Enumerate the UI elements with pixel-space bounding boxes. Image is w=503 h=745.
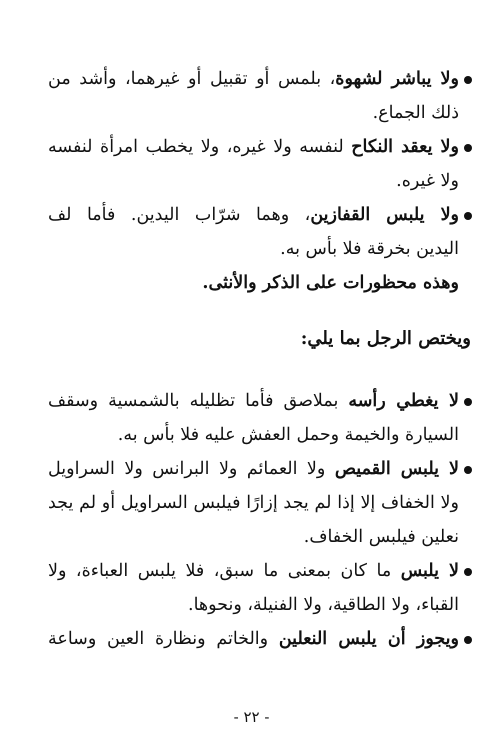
text-run: ما كان بمعنى ما سبق، فلا يلبس العباءة، ولا [48, 561, 401, 581]
list-item [48, 452, 459, 554]
list-item [48, 198, 459, 266]
list-item [48, 554, 459, 622]
list-item [48, 384, 459, 452]
bullet-icon [464, 144, 472, 152]
text-line [48, 622, 459, 656]
bold-phrase: لا يلبس [400, 561, 459, 581]
text-line: ولا غيره. [396, 171, 459, 191]
text-line [48, 130, 459, 164]
bullet-icon [464, 466, 472, 474]
list-item [48, 130, 459, 198]
bold-phrase: ويجوز أن يلبس النعلين [278, 629, 460, 649]
text-run: والخاتم ونظارة العين وساعة [48, 629, 279, 649]
text-line [48, 384, 459, 418]
list-item [48, 62, 459, 130]
list-item [48, 622, 459, 656]
bullet-icon [464, 76, 472, 84]
text-run: لنفسه ولا غيره، ولا يخطب امرأة لنفسه [48, 137, 352, 157]
bullet-icon [464, 568, 472, 576]
text-line [48, 554, 459, 588]
text-line: القباء، ولا الطاقية، ولا الفنيلة، ونحوها. [188, 595, 459, 615]
text-line [48, 452, 459, 486]
section-heading: ويختص الرجل بما يلي: [300, 328, 471, 349]
bold-phrase: ولا يباشر لشهوة [335, 69, 459, 89]
text-line: اليدين بخرقة فلا بأس به. [280, 239, 459, 259]
text-line [48, 62, 459, 96]
bullet-icon [464, 636, 472, 644]
text-line: نعلين فيلبس الخفاف. [303, 527, 459, 547]
bold-phrase: لا يلبس القميص [334, 459, 459, 479]
text-line [48, 198, 459, 232]
bold-phrase: ولا يعقد النكاح [351, 137, 459, 157]
note-line: وهذه محظورات على الذكر والأنثى. [202, 273, 459, 293]
bullet-icon [464, 398, 472, 406]
text-run: بملاصق فأما تظليله بالشمسية وسقف [48, 391, 349, 411]
text-line: السيارة والخيمة وحمل العفش عليه فلا بأس به. [117, 425, 459, 445]
text-run: ، بلمس أو تقبيل أو غيرهما، وأشد من [48, 69, 336, 89]
bold-phrase: لا يغطي رأسه [348, 391, 459, 411]
text-run: ولا العمائم ولا البرانس ولا السراويل [48, 459, 335, 479]
text-run: ، وهما شرّاب اليدين. فأما لف [48, 205, 311, 225]
text-line: ولا الخفاف إلا إذا لم يجد إزارًا فيلبس السراويل أو لم يجد [48, 493, 459, 513]
bold-phrase: ولا يلبس القفازين [310, 205, 459, 225]
page-number: - ٢٢ - [233, 708, 270, 726]
bullet-icon [464, 212, 472, 220]
text-line: ذلك الجماع. [372, 103, 459, 123]
